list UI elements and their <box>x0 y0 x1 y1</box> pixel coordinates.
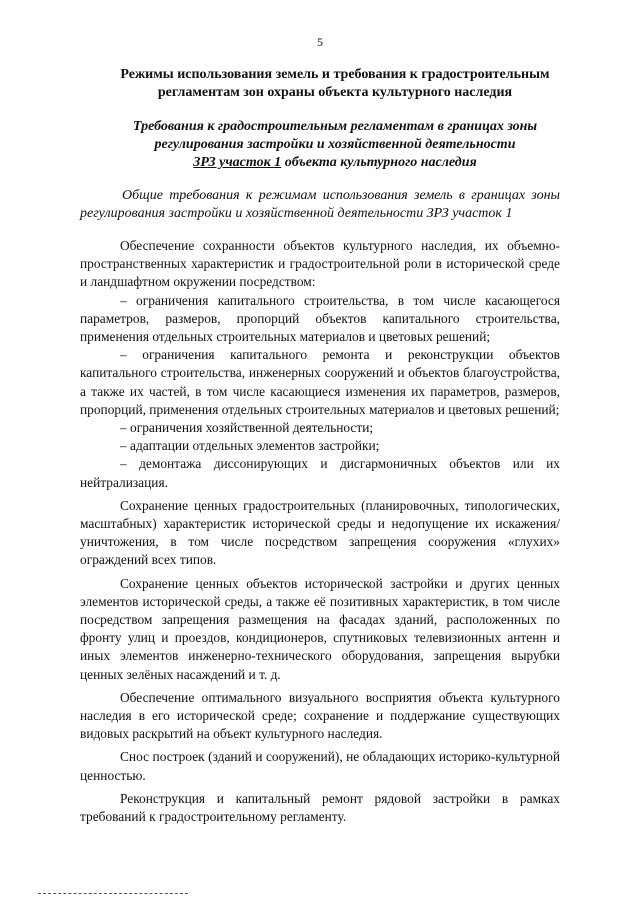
list-item: – демонтажа диссонирующих и дисгармоничных объектов или их нейтрализация. <box>80 456 560 490</box>
section-title-text: Требования к градостроительным регламентам в границах зоны регулирования застройки и хозяйственной деятельности <box>132 119 538 152</box>
page-number: 5 <box>317 35 323 49</box>
section-title-tail: объекта культурного наследия <box>281 155 477 170</box>
section-title <box>105 118 565 172</box>
paragraph: Сохранение ценных объектов исторической застройки и других ценных элементов исторической среды, а также её позитивных характеристик, в том числе посредством запрещения размещения на фасадах зданий, расположенных по фронту улиц и проездов, кондиционеров, спутниковых телевизионных антенн и иных элементов инженерно-технического оборудования, запрещения вырубки ценных зелёных насаждений и т. д. <box>80 575 560 682</box>
general-requirements-heading: Общие требования к режимам использования земель в границах зоны регулирования застройки и хозяйственной деятельности ЗРЗ участок 1 <box>80 188 560 221</box>
list-item: – ограничения капитального ремонта и реконструкции объектов капитального строительства, инженерных сооружений и объектов благоустройства, а также их частей, в том числе касающиеся изменения их параметров, размеров, пропорций, применения отдельных строительных материалов и цветовых решений; <box>80 347 560 417</box>
document-body <box>80 237 560 826</box>
paragraph: Обеспечение сохранности объектов культурного наследия, их объемно-пространственных характеристик и градостроительной роли в исторической среде и ландшафтном окружении посредством: <box>80 238 560 290</box>
paragraph: Реконструкция и капитальный ремонт рядовой застройки в рамках требований к градостроительному регламенту. <box>80 790 560 825</box>
paragraph: Снос построек (зданий и сооружений), не обладающих историко-культурной ценностью. <box>80 749 560 783</box>
list-item: – адаптации отдельных элементов застройки; <box>120 438 380 454</box>
paragraph: Сохранение ценных градостроительных (планировочных, типологических, масштабных) характеристик исторической среды и недопущение их искажения/ уничтожения, в том числе посредством запрещения сооружения «глухих» ограждений всех типов. <box>80 497 560 568</box>
paragraph: Обеспечение оптимального визуального восприятия объекта культурного наследия в его исторической среде; сохранение и поддержание существующих видовых раскрытий на объект культурного наследия. <box>80 689 560 742</box>
document-title: Режимы использования земель и требования к градостроительным регламентам зон охраны объекта культурного наследия <box>120 67 550 100</box>
list-item: – ограничения хозяйственной деятельности; <box>120 420 374 436</box>
list-item: – ограничения капитального строительства, в том числе касающегося параметров, размеров, пропорций объектов капитального строительства, применения отдельных строительных материалов и цветовых решений; <box>80 292 560 345</box>
footer-divider <box>38 893 188 895</box>
zone-label: ЗРЗ участок 1 <box>193 155 282 170</box>
